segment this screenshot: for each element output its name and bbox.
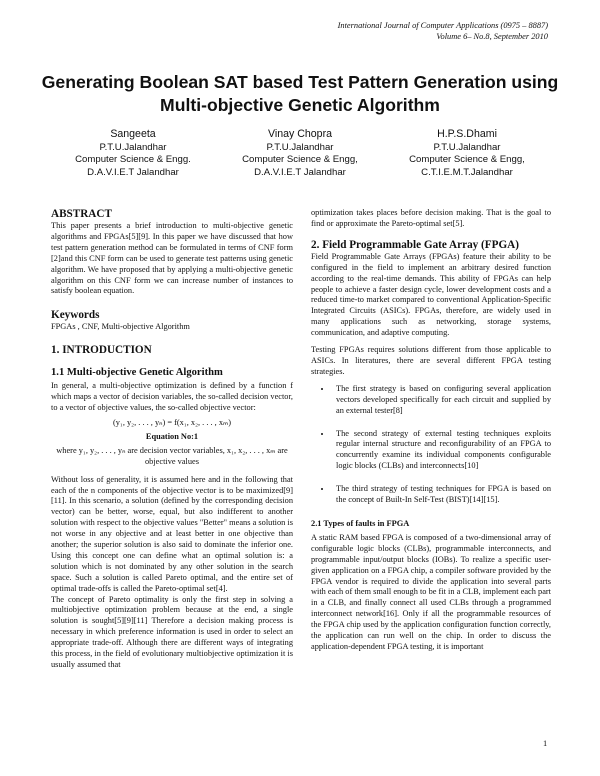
- equation-label: Equation No:1: [145, 431, 199, 441]
- page-number: 1: [543, 739, 548, 748]
- author-name: H.P.S.Dhami: [437, 128, 497, 140]
- author-department: Computer Science & Engg,: [242, 154, 358, 165]
- continued-paragraph: optimization takes places before decision making. That is the goal to find or approximate the Pareto-optimal set[5].: [311, 208, 551, 228]
- equation-description: where y₁, y₂, . . . , yₙ are decision vector variables, x₁, x₂, . . . , xₘ are objective values: [56, 445, 288, 466]
- equation: (y₁, y₂, . . . , yₙ) = f(x₁, x₂, . . . , xₘ): [112, 417, 232, 427]
- journal-header: [338, 21, 548, 42]
- author-department: Computer Science & Engg.: [75, 154, 191, 165]
- author-institute: D.A.V.I.E.T Jalandhar: [254, 166, 346, 178]
- right-column: [311, 208, 551, 653]
- author-block: [50, 128, 550, 179]
- author-name: Sangeeta: [110, 128, 156, 140]
- section-2-heading: 2. Field Programmable Gate Array (FPGA): [311, 238, 519, 251]
- author-affiliation: P.T.U.Jalandhar: [433, 141, 501, 153]
- abstract-text: This paper presents a brief introduction to multi-objective genetic algorithms and FPGAs[5][9]. In this paper we have discussed that how test pattern generation method can be formulated in terms of CNF form [2]and this CNF form can be used to generate test patterns using genetic algorithm. We have proposed that by applying a multi-objective genetic algorithm on this CNF form we can increase number of instances to satisfy boolean equation.: [51, 221, 293, 296]
- keywords-text: FPGAs , CNF, Multi-objective Algorithm: [51, 322, 190, 332]
- list-item: • The second strategy of external testing techniques exploits regular internal structure and reconfigurability of an FPGA to concurrently examine its individual components configurable logic blocks (CLBs) and interconnects[10]: [332, 429, 551, 473]
- testing-strategies-list: [311, 384, 551, 506]
- author-affiliation: P.T.U.Jalandhar: [266, 141, 334, 153]
- intro-paragraph: Without loss of generality, it is assumed here and in the following that each of the n components of the objective vector is to be maximized[9][11]. In this scenario, a solution (defined by the corresponding decision vector) can be better, worse, equal, but also indifferent to another solution with respect to the objective values "Better" means a solution is not worse in any objective and at least better in one objective than another; the superior solution is also said to dominate the inferior one. Using this concept one can define what an optimal solution is: a solution which is not dominated by any other solution in the search space. Such a solution is called Pareto optimal, and the entire set of optimal trade-offs is called the Pareto-optimal set[4].: [51, 474, 293, 593]
- fpga-testing-paragraph: Testing FPGAs requires solutions different from those applicable to ASICs. In literatures, there are several different FPGA testing strategies.: [311, 345, 551, 376]
- faults-paragraph: A static RAM based FPGA is composed of a two-dimensional array of configurable logic blocks (CLBs), programmable interconnects, and programmable input/output blocks (IOBs). To realize a specific user-given application on a FPGA chip, a compiler software provided by the FPGA vendor is required to divide the application into several parts with each of them small enough to be fit in a CLB, implement each part in a CLB, and finally connect all used CLBs through a programmed interconnect network[16]. Only if all the programmable resources of the FPGA chip used by the application configuration function correctly, the application can run well on the chip. In order to discuss the application-dependent FPGA testing, it is important: [311, 532, 551, 651]
- author-2: [217, 128, 383, 179]
- left-column: [51, 208, 293, 671]
- list-item: • The third strategy of testing techniques for FPGA is based on the concept of Built-In Self-Test (BIST)[14][15].: [332, 484, 551, 506]
- paper-title: Generating Boolean SAT based Test Pattern Generation using Multi-objective Genetic Algorithm: [41, 72, 559, 115]
- intro-paragraph: The concept of Pareto optimality is only the first step in solving a multiobjective optimization problem because at the end, a single solution is sought[5][9][11] Therefore a decision making process is necessary in which preference information is used in order to select an appropriate trade-off. Although there are different ways of integrating this process, in the field of evolutionary multiobjective optimization it is usually assumed that: [51, 594, 293, 669]
- journal-volume: Volume 6– No.8, September 2010: [436, 31, 548, 41]
- author-name: Vinay Chopra: [268, 128, 332, 140]
- author-department: Computer Science & Engg,: [409, 154, 525, 165]
- author-institute: C.T.I.E.M.T.Jalandhar: [421, 166, 513, 178]
- introduction-heading: 1. INTRODUCTION: [51, 344, 152, 357]
- fpga-paragraph: Field Programmable Gate Arrays (FPGAs) feature their ability to be configured in the field to implement an arbitrary desired function according to the real-time demands. This ability of FPGAs can help people to achieve a faster design cycle, lower development costs and a reduced time-to market compared to conventional Application-Specific Integrated Circuits (ASICs). FPGAs, therefore, are widely used in many applications such as networking, storage systems, communication, and adaptive computing.: [311, 251, 551, 338]
- author-1: [50, 128, 216, 179]
- subsection-heading: 1.1 Multi-objective Genetic Algorithm: [51, 367, 223, 379]
- keywords-heading: Keywords: [51, 309, 100, 322]
- author-institute: D.A.V.I.E.T Jalandhar: [87, 166, 179, 178]
- journal-name: International Journal of Computer Applications (0975 – 8887): [337, 21, 548, 30]
- section-2-1-heading: 2.1 Types of faults in FPGA: [311, 518, 410, 528]
- author-3: [384, 128, 550, 179]
- list-item: • The first strategy is based on configuring several application vectors developed specifically for each circuit and supplied by an external tester[8]: [332, 384, 551, 417]
- intro-paragraph: In general, a multi-objective optimization is defined by a function f which maps a vector of decision variables, the so-called decision vector, to a vector of objective values, the so-called objective vector:: [51, 381, 293, 413]
- author-affiliation: P.T.U.Jalandhar: [99, 141, 167, 153]
- abstract-heading: ABSTRACT: [51, 208, 112, 220]
